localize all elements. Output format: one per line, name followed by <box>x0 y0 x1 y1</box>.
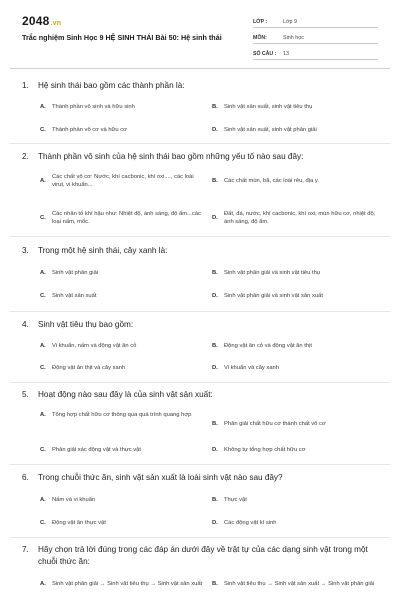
meta-row-subject <box>253 30 378 44</box>
option-c[interactable] <box>40 364 206 372</box>
question-number: 5. <box>22 390 29 399</box>
question-2 <box>22 151 382 163</box>
option-text: Động vật ăn cỏ và động vật ăn thịt <box>224 343 312 349</box>
option-letter: A. <box>40 178 46 185</box>
question-number: 3. <box>22 246 29 255</box>
question-text: Hãy chọn trả lời đúng trong các đáp án dưới đây về trật tự của các dạng sinh vật trong một chuỗi thức ăn: <box>38 545 368 566</box>
option-d[interactable] <box>212 126 378 134</box>
option-text: Động vật ăn thịt và cây xanh <box>52 365 126 371</box>
option-text: Không tự tổng hợp chất hữu cơ <box>224 447 306 453</box>
question-text: Hệ sinh thái bao gồm các thành phần là: <box>38 81 185 90</box>
page-title: Trắc nghiệm Sinh Học 9 HỆ SINH THÁI Bài 50: Hệ sinh thái <box>22 33 222 42</box>
option-text: Động vật ăn thực vật <box>52 520 106 526</box>
option-letter: A. <box>40 412 46 418</box>
option-letter: A. <box>40 581 46 587</box>
meta-value: 13 <box>283 51 289 57</box>
option-c[interactable] <box>40 210 206 227</box>
option-text: Phân giải chất hữu cơ thành chất vô cơ <box>224 421 326 427</box>
option-d[interactable] <box>212 292 378 300</box>
option-letter: D. <box>212 520 218 526</box>
meta-box <box>253 14 378 62</box>
question-4 <box>22 319 382 331</box>
question-divider <box>10 236 390 237</box>
option-text: Sinh vật sản xuất, sinh vật phân giải <box>224 127 317 133</box>
option-text: Sinh vật sản xuất, sinh vật tiêu thụ <box>224 104 313 110</box>
meta-value: Lớp 9 <box>283 19 298 25</box>
option-text: Sinh vật phân giải → Sinh vật tiêu thụ → Sinh vật sản xuất <box>52 581 203 587</box>
site-logo[interactable] <box>22 14 61 28</box>
option-letter: C. <box>40 215 46 222</box>
option-text: Thành phần vô sinh và hữu sinh <box>52 104 135 110</box>
option-b[interactable] <box>212 420 378 428</box>
option-letter: A. <box>40 497 46 503</box>
meta-label: MÔN: <box>253 35 267 41</box>
option-d[interactable] <box>212 446 378 454</box>
option-letter: C. <box>40 447 46 453</box>
logo-text: 2048 <box>22 14 50 28</box>
question-text: Trong một hệ sinh thái, cây xanh là: <box>38 246 168 255</box>
option-d[interactable] <box>212 364 378 372</box>
option-a[interactable] <box>40 496 206 504</box>
option-d[interactable] <box>212 210 378 227</box>
option-text: Sinh vật phân giải và sinh vật sản xuất <box>224 293 323 299</box>
option-b[interactable] <box>212 342 378 350</box>
option-text: Sinh vật phân giải và sinh vật tiêu thụ <box>224 270 321 276</box>
option-text: Tổng hợp chất hữu cơ thông qua quá trình quang hợp <box>52 412 192 418</box>
question-divider <box>10 311 390 312</box>
question-text: Sinh vật tiêu thụ bao gồm: <box>38 320 134 329</box>
question-number: 6. <box>22 473 29 482</box>
option-letter: D. <box>212 365 218 371</box>
question-number: 7. <box>22 545 29 554</box>
question-text: Thành phần vô sinh của hệ sinh thái bao gồm những yếu tố nào sau đây: <box>38 152 304 161</box>
option-c[interactable] <box>40 292 206 300</box>
option-letter: B. <box>212 270 218 276</box>
option-letter: C. <box>40 127 46 133</box>
option-b[interactable] <box>212 177 378 185</box>
option-d[interactable] <box>212 519 378 527</box>
option-letter: B. <box>212 178 218 184</box>
option-b[interactable] <box>212 103 378 111</box>
option-a[interactable] <box>40 173 206 190</box>
question-divider <box>10 382 390 383</box>
option-text: Sinh vật sản xuất <box>52 293 97 299</box>
meta-value: Sinh học <box>283 35 304 41</box>
question-number: 2. <box>22 152 29 161</box>
option-text: Vi khuẩn và cây xanh <box>224 365 279 371</box>
option-a[interactable] <box>40 342 206 350</box>
option-text: Sinh vật phân giải <box>52 270 99 276</box>
option-a[interactable] <box>40 103 206 111</box>
option-text: Sinh vật tiêu thụ → Sinh vật sản xuất → Sinh vật phân giải <box>224 581 375 587</box>
question-6 <box>22 472 382 484</box>
option-letter: B. <box>212 104 218 110</box>
option-letter: A. <box>40 104 46 110</box>
option-letter: D. <box>212 127 218 133</box>
question-3 <box>22 245 382 257</box>
meta-row-grade <box>253 14 378 28</box>
option-letter: D. <box>212 447 218 453</box>
option-text: Thực vật <box>224 497 247 503</box>
meta-label: SỐ CÂU : <box>253 51 277 57</box>
option-letter: A. <box>40 343 46 349</box>
option-text: Phân giải xác động vật và thực vật <box>52 447 141 453</box>
option-letter: C. <box>40 365 46 371</box>
meta-row-count <box>253 46 378 60</box>
option-text: Đất, đá, nước, khí cacbonic, khí oxi, mùn hữu cơ, nhiệt độ, ánh sáng, độ ẩm. <box>224 211 376 226</box>
option-b[interactable] <box>212 269 378 277</box>
option-c[interactable] <box>40 126 206 134</box>
question-7 <box>22 544 382 568</box>
option-text: Các chất vô cơ: Nước, khí cacbonic, khí oxi...., các loài virut, vi khuẩn... <box>52 174 194 189</box>
option-c[interactable] <box>40 446 206 454</box>
question-1 <box>22 80 382 92</box>
option-letter: B. <box>212 497 218 503</box>
option-letter: C. <box>40 293 46 299</box>
question-5 <box>22 389 382 401</box>
option-text: Các chất mùn, bã, các loài rêu, địa y. <box>224 178 319 184</box>
question-text: Trong chuỗi thức ăn, sinh vật sản xuất là loài sinh vật nào sau đây? <box>38 473 283 482</box>
header-divider <box>10 68 390 69</box>
option-letter: A. <box>40 270 46 276</box>
option-text: Thành phần vô cơ và hữu cơ <box>52 127 127 133</box>
meta-label: LỚP : <box>253 19 268 25</box>
question-divider <box>10 464 390 465</box>
option-b[interactable] <box>212 496 378 504</box>
option-text: Vi khuẩn, nấm và động vật ăn cỏ <box>52 343 137 349</box>
option-a[interactable] <box>40 269 206 277</box>
question-text: Hoạt động nào sau đây là của sinh vật sản xuất: <box>38 390 213 399</box>
question-number: 1. <box>22 81 29 90</box>
option-a[interactable] <box>40 580 206 588</box>
option-letter: B. <box>212 421 218 427</box>
option-text: Các nhân tố khí hậu như: Nhiệt độ, ánh sáng, độ ẩm...các loại nấm, mốc. <box>52 211 201 226</box>
question-divider <box>10 143 390 144</box>
option-letter: D. <box>212 293 218 299</box>
option-letter: C. <box>40 520 46 526</box>
logo-suffix: .vn <box>50 20 62 27</box>
question-divider <box>10 537 390 538</box>
option-a[interactable] <box>40 411 206 419</box>
option-b[interactable] <box>212 580 378 588</box>
option-letter: D. <box>212 215 218 222</box>
question-number: 4. <box>22 320 29 329</box>
option-letter: B. <box>212 343 218 349</box>
header <box>0 0 400 62</box>
option-c[interactable] <box>40 519 206 527</box>
option-text: Các động vật kí sinh <box>224 520 277 526</box>
option-letter: B. <box>212 581 218 587</box>
option-text: Nấm và vi khuẩn <box>52 497 96 503</box>
